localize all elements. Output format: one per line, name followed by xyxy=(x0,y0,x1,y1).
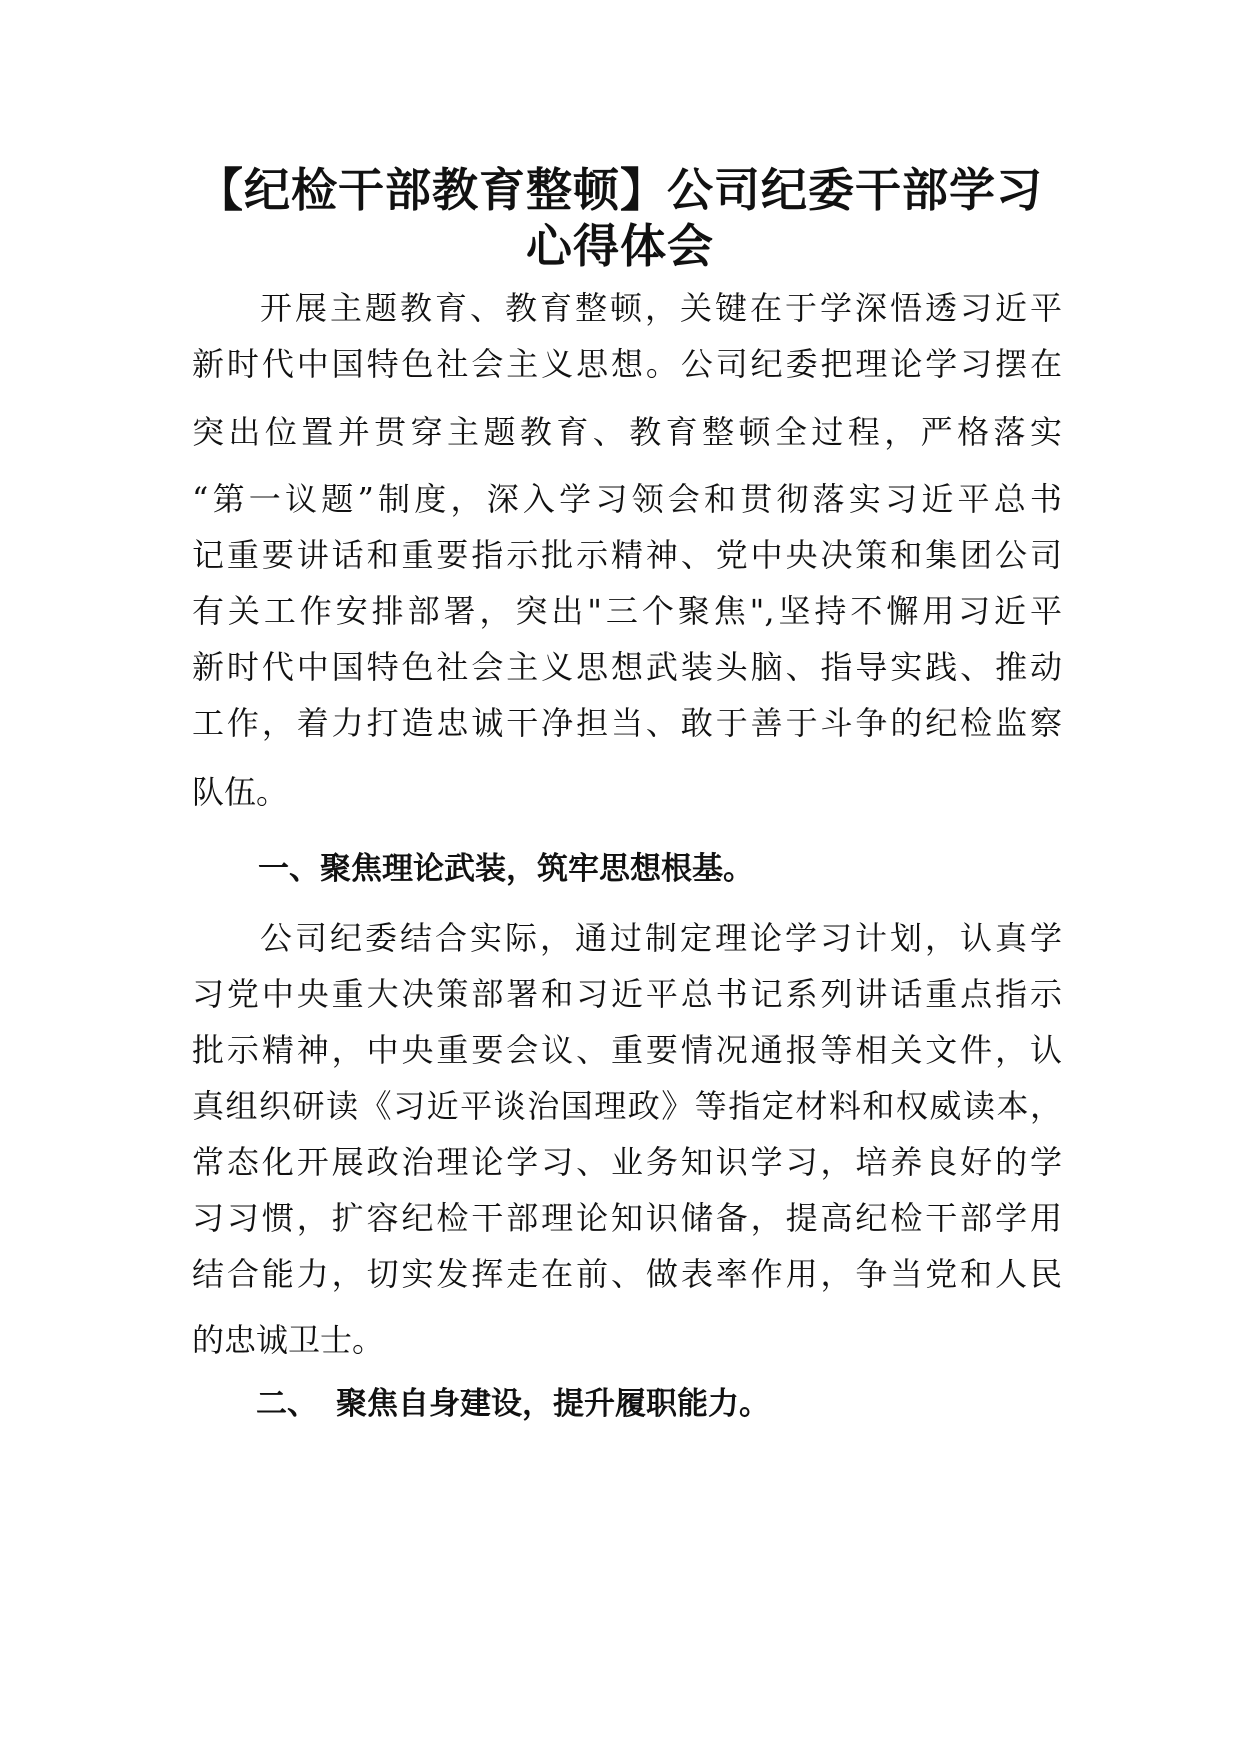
paragraph-line: 新时代中国特色社会主义思想。公司纪委把理论学习摆在 xyxy=(192,345,1062,383)
document-title-line-1: 【纪检干部教育整顿】公司纪委干部学习 xyxy=(197,163,1043,217)
paragraph-line: 工作，着力打造忠诚干净担当、敢于善于斗争的纪检监察 xyxy=(192,704,1062,742)
paragraph-line: 结合能力，切实发挥走在前、做表率作用，争当党和人民 xyxy=(192,1255,1062,1293)
section-heading-2-number: 二、 xyxy=(256,1386,318,1422)
paragraph-line: 开展主题教育、教育整顿，关键在于学深悟透习近平 xyxy=(260,289,1062,327)
paragraph-line: 真组织研读《习近平谈治国理政》等指定材料和权威读本， xyxy=(192,1087,1062,1125)
paragraph-line: 记重要讲话和重要指示批示精神、党中央决策和集团公司 xyxy=(192,536,1062,574)
paragraph-line: 的忠诚卫士。 xyxy=(192,1321,385,1359)
paragraph-line: 有关工作安排部署，突出"三个聚焦",坚持不懈用习近平 xyxy=(192,592,1062,630)
paragraph-line: 常态化开展政治理论学习、业务知识学习，培养良好的学 xyxy=(192,1143,1062,1181)
paragraph-line: 习党中央重大决策部署和习近平总书记系列讲话重点指示 xyxy=(192,975,1062,1013)
paragraph-line: “第一议题”制度，深入学习领会和贯彻落实习近平总书 xyxy=(192,480,1062,518)
paragraph-line: 队伍。 xyxy=(192,773,289,811)
paragraph-line: 公司纪委结合实际，通过制定理论学习计划，认真学 xyxy=(260,919,1062,957)
paragraph-line: 突出位置并贯穿主题教育、教育整顿全过程，严格落实 xyxy=(192,413,1062,451)
section-heading-1: 一、聚焦理论武装，筑牢思想根基。 xyxy=(258,851,754,887)
paragraph-line: 批示精神，中央重要会议、重要情况通报等相关文件，认 xyxy=(192,1031,1062,1069)
section-heading-2: 聚焦自身建设，提升履职能力。 xyxy=(336,1386,770,1422)
paragraph-line: 习习惯，扩容纪检干部理论知识储备，提高纪检干部学用 xyxy=(192,1199,1062,1237)
paragraph-line: 新时代中国特色社会主义思想武装头脑、指导实践、推动 xyxy=(192,648,1062,686)
document-title-line-2: 心得体会 xyxy=(526,219,714,273)
